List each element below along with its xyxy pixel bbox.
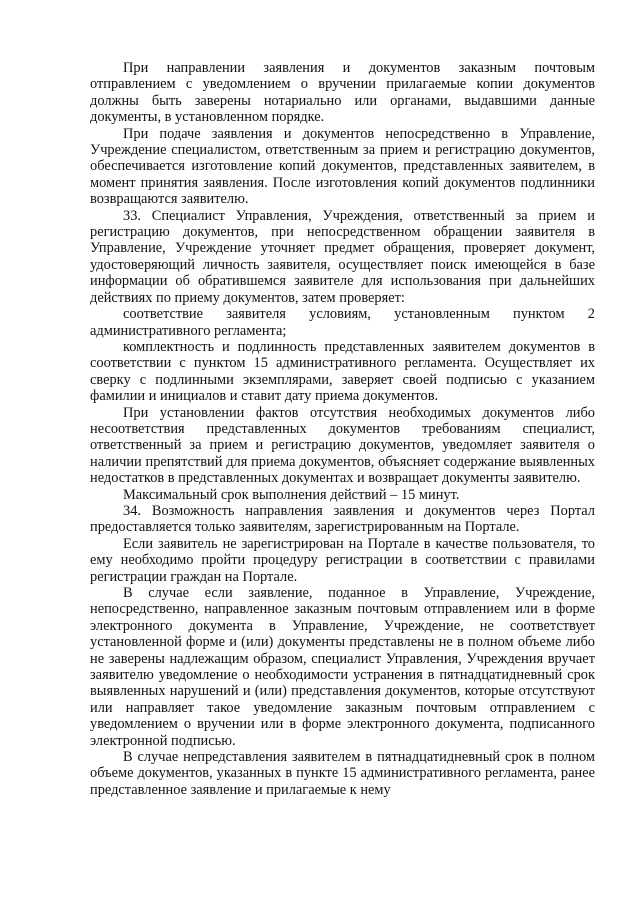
paragraph: При подаче заявления и документов непосредственно в Управление, Учреждение специалистом, ответственным за прием и регистрацию документов, обеспечивается изготовление копий документов, представленных заявителем, в момент принятия заявления. После изготовления копий документов подлинники возвращаются заявителю.	[90, 125, 595, 208]
paragraph: 34. Возможность направления заявления и документов через Портал предоставляется только заявителям, зарегистрированным на Портале.	[90, 502, 595, 536]
paragraph: 33. Специалист Управления, Учреждения, ответственный за прием и регистрацию документов, при непосредственном обращении заявителя в Управление, Учреждение уточняет предмет обращения, проверяет документ, удостоверяющий личность заявителя, осуществляет поиск имеющейся в базе информации об обратившемся заявителе для использования при дальнейших действиях по приему документов, затем проверяет:	[90, 207, 595, 306]
document-page	[90, 60, 595, 798]
paragraph: В случае если заявление, поданное в Управление, Учреждение, непосредственно, направленное заказным почтовым отправлением или в форме электронного документа в Управление, Учреждение, не соответствует установленной форме и (или) документы представлены не в полном объеме либо не заверены надлежащим образом, специалист Управления, Учреждения вручает заявителю уведомление о необходимости устранения в пятнадцатидневный срок выявленных нарушений и (или) представления документов, которые отсутствуют или направляет такое уведомление заказным почтовым отправлением с уведомлением о вручении или в форме электронного документа, подписанного электронной подписью.	[90, 585, 595, 749]
paragraph: При установлении фактов отсутствия необходимых документов либо несоответствия представленных документов требованиям специалист, ответственный за прием и регистрацию документов, уведомляет заявителя о наличии препятствий для приема документов, объясняет содержание выявленных недостатков в представленных документах и возвращает документы заявителю.	[90, 404, 595, 487]
paragraph: соответствие заявителя условиям, установленным пунктом 2 административного регламента;	[90, 306, 595, 339]
paragraph: Если заявитель не зарегистрирован на Портале в качестве пользователя, то ему необходимо пройти процедуру регистрации в соответствии с правилами регистрации граждан на Портале.	[90, 535, 595, 585]
paragraph: комплектность и подлинность представленных заявителем документов в соответствии с пунктом 15 административного регламента. Осуществляет их сверку с подлинными экземплярами, заверяет своей подписью с указанием фамилии и инициалов и ставит дату приема документов.	[90, 338, 595, 405]
paragraph: При направлении заявления и документов заказным почтовым отправлением с уведомлением о вручении прилагаемые копии документов должны быть заверены нотариально или органами, выдавшими данные документы, в установленном порядке.	[90, 60, 595, 126]
paragraph: В случае непредставления заявителем в пятнадцатидневный срок в полном объеме документов, указанных в пункте 15 административного регламента, ранее представленное заявление и прилагаемые к нему	[90, 749, 595, 798]
paragraph: Максимальный срок выполнения действий – 15 минут.	[123, 486, 460, 503]
